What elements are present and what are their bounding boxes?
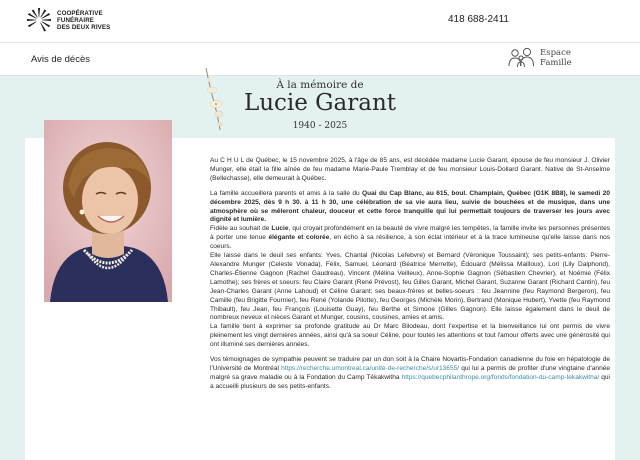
p6-part-c: qui a accueilli plusieurs de ses petits-enfants. — [210, 373, 610, 390]
obituary-paragraph-5: La famille tient à exprimer sa profonde gratitude au Dr Marc Bilodeau, dont l'expertise et la bienveillance lui ont permis de vivre pleinement les vingt dernières années, ainsi qu'à sa soeur Céline, pour toutes les attentions et tout l'amour offerts avec une générosité qui ont illuminé ses dernières années. — [210, 323, 610, 349]
donation-link-umontreal[interactable]: https://recherche.umontreal.ca/unite-de-recherche/s/ur13655/ — [281, 364, 460, 372]
top-bar — [0, 0, 640, 42]
espace-famille-link[interactable] — [507, 46, 572, 70]
sunburst-logo-icon — [26, 7, 52, 33]
obituary-paragraph-6 — [210, 356, 610, 392]
orchid-branch-icon — [200, 68, 234, 132]
brand-line-3: DES DEUX RIVES — [57, 23, 111, 31]
family-silhouettes-icon — [507, 46, 537, 70]
espace-line-1: Espace — [540, 48, 571, 58]
portrait-illustration — [44, 120, 172, 302]
brand-line-1: COOPÉRATIVE — [57, 9, 103, 17]
obituary-paragraph-1: Au C H U L de Québec, le 15 novembre 2025, à l'âge de 85 ans, est décédée madame Lucie Garant, épouse de feu monsieur J. Olivier Munger, elle était la fille aînée de feu madame Marie-Paule Tremblay et de feu monsieur Louis-Dollard Garant. Native de St-Anselme (Bellechasse), elle demeurait à Québec. — [210, 157, 610, 182]
espace-famille-label — [540, 48, 572, 68]
deceased-name: Lucie Garant — [243, 90, 397, 116]
p3-part-c: , qui croyait profondément en la beauté de vivre malgré les tempêtes, la famille invite les personnes présentes à porter une tenue — [210, 225, 610, 242]
espace-line-2: Famille — [540, 58, 572, 68]
brand-line-2: FUNÉRAIRE — [57, 16, 94, 24]
obituary-paragraph-3 — [210, 225, 610, 252]
nav-avis-de-deces[interactable]: Avis de décès — [31, 54, 90, 65]
brand-logo[interactable] — [26, 7, 110, 33]
brand-name — [57, 10, 110, 31]
life-dates: 1940 - 2025 — [292, 121, 348, 131]
p3-part-e: , en écho à sa résilience, à son éclat intérieur et à la trace lumineuse qu'elle laisse dans nos coeurs. — [210, 234, 611, 251]
p3-part-a: Fidèle au souhait de — [210, 225, 272, 233]
p2-intro: La famille accueillera parents et amis à la salle du — [210, 189, 363, 197]
donation-link-tekakwitha[interactable]: https://quebecphilanthrope.org/fonds/fondation-du-camp-tekakwitha/ — [401, 373, 600, 381]
p6-part-a: Vos témoignages de sympathie peuvent se traduire par un don soit à la Chaire Novartis-Fondation canadienne du foie en hépatologie de l'Université de Montréal — [210, 356, 610, 372]
obituary-paragraph-4: Elle laisse dans le deuil ses enfants: Yves, Chantal (Nicolas Lefebvre) et Bernard (Véronique Toussaint); ses petits-enfants: Pierre-Alexandre Munger (Celeste Vonada), Félix, Samuel, Léonard (Béatrice Merrette), Édouard (Mélissa Mailloux), Lori (Lily Dalphond), Charles-Étienne Gagnon (Rachel Gaudreau), Vincent (Mélina Veilleux), Anne-Sophie Gagnon (Sébastien Chevrier), et Noémie (Félix Lamothe); ses frères et soeurs: feu Claire Garant (René Prévost), feu Gilles Garant, Michel Garant, Suzanne Garant (Richard Cantin), feu Jean-Charles Garant (Anne Lahoud) et Céline Garant; ses beaux-frères et belles-soeurs : feu Jeannine (feu Raymond Bergeron), feu Camille (feu Brigitte Fournier), feu René (Yolande Pilotte), feu Georges (Michèle Morin), Bertrand (Monique Hubert), Yvette (feu Raymond Thibault), feu Jean, feu François (Louisette Guay), feu Berthe et Simone (Gilles Gagnon). Elle laisse également dans le deuil de nombreux neveux et nièces Garant et Munger, cousins, cousines, amies et amis. — [210, 252, 610, 322]
memorial-intro: À la mémoire de — [276, 79, 364, 91]
phone-number[interactable]: 418 688-2411 — [448, 14, 509, 25]
obituary-text — [210, 157, 610, 398]
p6-part-b: qui lui a permis de profiter d'une vingtaine d'année malgré sa grave maladie ou à la Fondation du Camp Tékakwitha — [210, 364, 610, 381]
p3-dress: élégante et colorée — [268, 234, 330, 242]
p2-details: Quai du Cap Blanc, au 615, boul. Champlain, Québec (G1K 8B8), le samedi 20 décembre 2025, dès 9 h 30. à 11 h 30, une célébration de sa vie aura lieu, suivie de bouchées et de musique, dans une atmosphère où se mêleront chaleur, douceur et cette force tranquille qui lui permettait toujours de traverser les jours avec dignité et lumière. — [210, 189, 611, 224]
nav-bar — [0, 42, 640, 76]
p3-name: Lucie — [271, 225, 289, 233]
portrait-photo — [44, 120, 172, 302]
obituary-paragraph-2 — [210, 190, 610, 226]
